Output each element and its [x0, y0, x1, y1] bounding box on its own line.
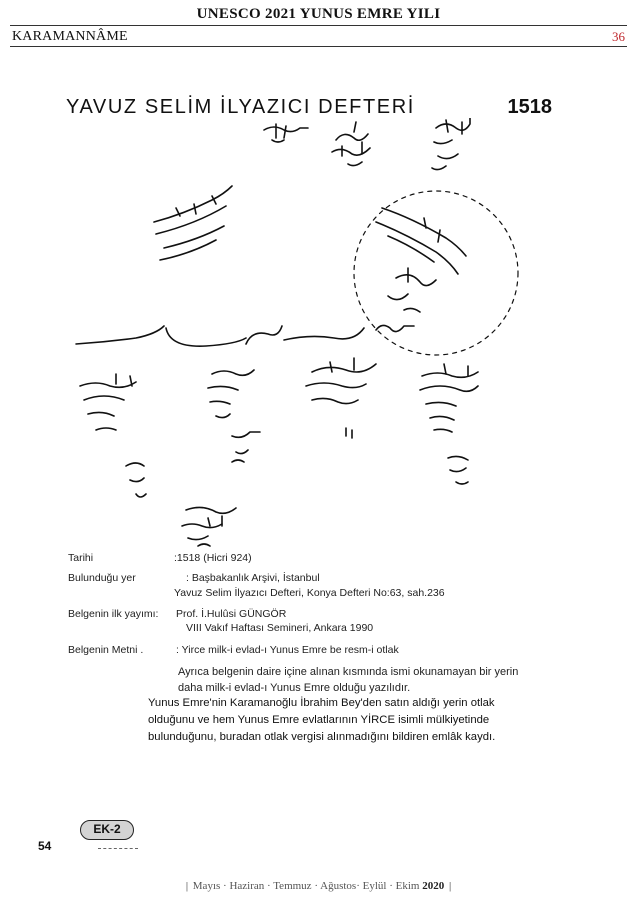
ottoman-manuscript-image: [36, 118, 596, 548]
footer-month: Temmuz: [273, 880, 312, 892]
meta-label: Tarihi: [68, 552, 94, 564]
divider: [98, 848, 138, 849]
header-rule-bottom: [10, 46, 627, 47]
document-title: YAVUZ SELİM İLYAZICI DEFTERİ: [66, 96, 415, 118]
document-year: 1518: [507, 96, 552, 118]
footer-month: Haziran: [229, 880, 265, 892]
scan-page-number: 54: [38, 839, 52, 853]
summary-line: Yunus Emre'nin Karamanoğlu İbrahim Bey'den satın aldığı yerin otlak: [148, 697, 495, 709]
meta-label: Belgenin Metni .: [68, 644, 144, 656]
appendix-badge: EK-2: [80, 820, 134, 840]
meta-value: Prof. İ.Hulûsi GÜNGÖR: [176, 608, 287, 620]
note-line: Ayrıca belgenin daire içine alınan kısmında ismi okunamayan bir yerin: [178, 666, 519, 678]
footer-month: Ekim: [395, 880, 420, 892]
meta-label: Belgenin ilk yayımı:: [68, 608, 159, 620]
footer-month: Mayıs: [192, 880, 221, 892]
section-name: KARAMANNÂME: [12, 29, 128, 44]
journal-title: UNESCO 2021 YUNUS EMRE YILI: [196, 6, 441, 22]
meta-value: VIII Vakıf Haftası Semineri, Ankara 1990: [186, 622, 374, 634]
footer-month: Ağustos: [320, 880, 357, 892]
meta-value: : Yirce milk-i evlad-ı Yunus Emre be resm-i otlak: [176, 644, 399, 656]
meta-label: Bulunduğu yer: [68, 572, 136, 584]
footer-months: | Mayıs · Haziran · Temmuz · Ağustos· Eylül · Ekim 2020 |: [185, 880, 452, 892]
note-line: daha milk-i evlad-ı Yunus Emre olduğu yazılıdır.: [178, 682, 411, 694]
header-rule: [10, 25, 627, 26]
document-note: [178, 664, 518, 696]
footer-year: 2020: [422, 880, 445, 892]
page-number: 36: [612, 29, 625, 44]
summary-line: bulunduğunu, buradan otlak vergisi alınmadığını bildiren emlâk kaydı.: [148, 731, 496, 743]
meta-value: :1518 (Hicri 924): [174, 552, 252, 564]
meta-value: Yavuz Selim İlyazıcı Defteri, Konya Defteri No:63, sah.236: [174, 587, 445, 599]
meta-value: : Başbakanlık Arşivi, İstanbul: [186, 572, 320, 584]
document-summary: [148, 695, 495, 746]
scanned-document: [36, 58, 596, 873]
summary-line: olduğunu ve hem Yunus Emre evlatlarının YİRCE isimli mülkiyetinde: [148, 714, 490, 726]
footer-month: Eylül: [362, 880, 387, 892]
